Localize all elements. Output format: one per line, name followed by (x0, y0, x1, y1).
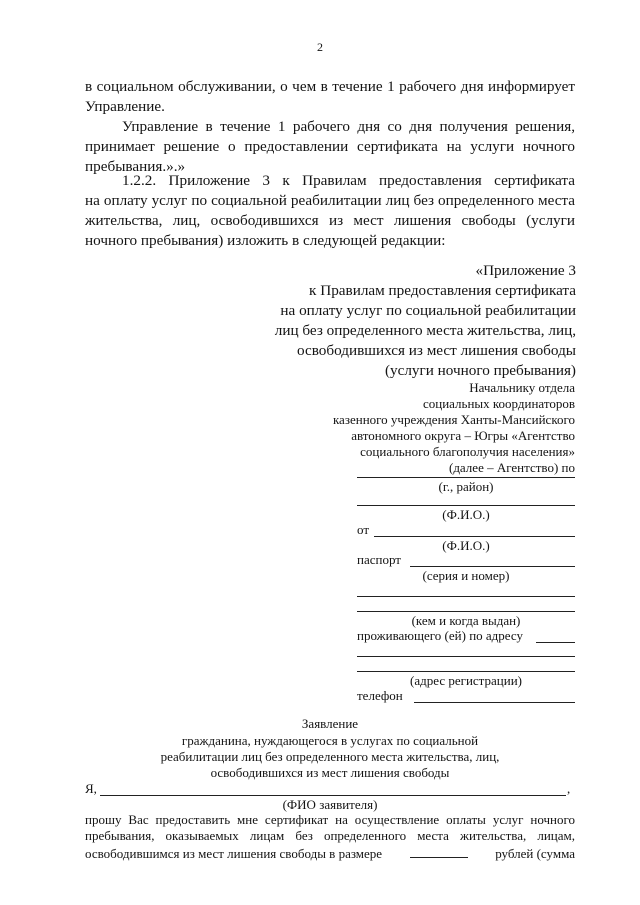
address-field-line[interactable] (357, 656, 575, 657)
phone-label: телефон (357, 688, 403, 703)
request-line: пребывания, оказываемых лицам без определенного места жительства, лицам, (85, 828, 575, 843)
from-field-line[interactable] (374, 536, 575, 537)
addressee-line: социального благополучия населения» (360, 444, 575, 459)
appendix-header-line: «Приложение 3 (475, 262, 576, 279)
statement-title: Заявление (301, 716, 359, 731)
paragraph-line: 1.2.2. Приложение 3 к Правилам предоставления сертификата (122, 172, 575, 189)
appendix-header-line: лиц без определенного места жительства, лиц, (274, 322, 576, 339)
paragraph-line: на оплату услуг по социальной реабилитации лиц без определенного места (85, 192, 575, 209)
addressee-line: казенного учреждения Ханты-Мансийского (332, 412, 575, 427)
request-line: прошу Вас предоставить мне сертификат на осуществление оплаты услуг ночного (85, 812, 575, 827)
reg-caption: (адрес регистрации) (410, 673, 522, 688)
address-field-line[interactable] (536, 642, 575, 643)
addressee-line: автономного округа – Югры «Агентство (351, 428, 575, 443)
department-field-line[interactable] (357, 477, 575, 478)
amount-field-line[interactable] (410, 844, 468, 858)
residing-label: проживающего (ей) по адресу (357, 628, 523, 643)
comma: , (567, 781, 571, 796)
addressee-line: Начальнику отдела (469, 380, 575, 395)
appendix-header-line: на оплату услуг по социальной реабилитации (280, 302, 576, 319)
paragraph-line: принимает решение о предоставлении сертификата на услуги ночного (85, 138, 575, 155)
statement-subtitle-line: освободившихся из мест лишения свободы (210, 765, 450, 780)
i-label: Я, (85, 781, 97, 796)
applicant-fio-caption: (ФИО заявителя) (282, 797, 378, 812)
paragraph-line: в социальном обслуживании, о чем в течение 1 рабочего дня информирует (85, 78, 575, 95)
paragraph-line: Управление. (85, 98, 165, 115)
issued-field-line[interactable] (357, 611, 575, 612)
statement-subtitle-line: реабилитации лиц без определенного места жительства, лиц, (160, 749, 500, 764)
fio-caption: (Ф.И.О.) (442, 538, 490, 553)
address-field-line[interactable] (357, 671, 575, 672)
phone-field-line[interactable] (414, 702, 575, 703)
page-number: 2 (317, 40, 323, 54)
statement-subtitle-line: гражданина, нуждающегося в услугах по социальной (181, 733, 479, 748)
appendix-header-line: к Правилам предоставления сертификата (309, 282, 576, 299)
appendix-header-line: (услуги ночного пребывания) (384, 362, 576, 379)
series-caption: (серия и номер) (422, 568, 510, 583)
paragraph-line: Управление в течение 1 рабочего дня со дня получения решения, (122, 118, 575, 135)
request-line (85, 844, 575, 862)
passport-field-line[interactable] (410, 566, 575, 567)
paragraph-line: пребывания.».» (85, 158, 186, 175)
fio-field-line[interactable] (357, 505, 575, 506)
appendix-header-line: освободившихся из мест лишения свободы (296, 342, 576, 359)
request-text-part: освободившимся из мест лишения свободы в размере (85, 846, 383, 861)
passport-label: паспорт (357, 552, 401, 567)
addressee-line: социальных координаторов (422, 396, 575, 411)
city-caption: (г., район) (438, 479, 494, 494)
request-text-part: рублей (сумма (495, 846, 575, 861)
issued-field-line[interactable] (357, 596, 575, 597)
from-label: от (357, 522, 370, 537)
applicant-name-field-line[interactable] (100, 795, 566, 796)
issued-caption: (кем и когда выдан) (411, 613, 521, 628)
paragraph-line: ночного пребывания) изложить в следующей редакции: (85, 232, 446, 249)
fio-caption: (Ф.И.О.) (442, 507, 490, 522)
addressee-line: (далее – Агентство) по (448, 460, 575, 475)
paragraph-line: жительства, лиц, освободившихся из мест лишения свободы (услуги (85, 212, 575, 229)
